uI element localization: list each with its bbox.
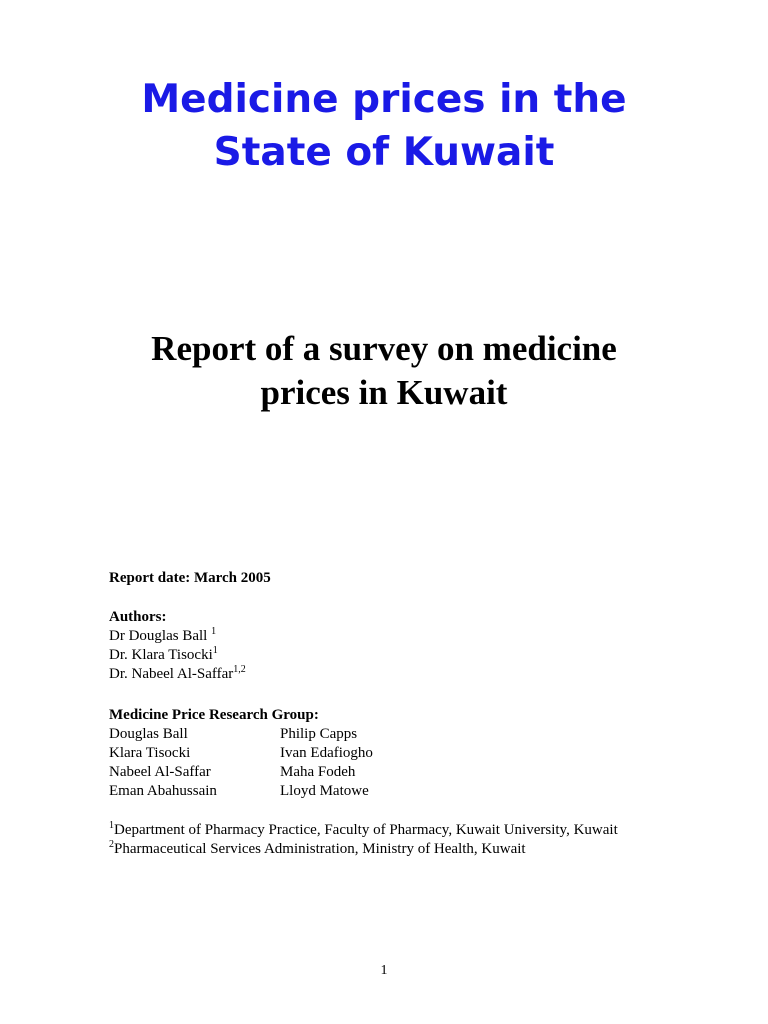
author-name: Dr Douglas Ball xyxy=(109,628,212,644)
affiliations-section xyxy=(109,821,618,859)
author-affiliation-marker: 1,2 xyxy=(233,664,246,675)
author-affiliation-marker: 1 xyxy=(211,626,217,637)
affiliation-text: Department of Pharmacy Practice, Faculty of Pharmacy, Kuwait University, Kuwait xyxy=(114,822,618,838)
document-subtitle-line-2: prices in Kuwait xyxy=(260,373,508,412)
research-group-row xyxy=(109,725,373,744)
research-group-member: Maha Fodeh xyxy=(280,764,356,780)
page-number: 1 xyxy=(380,963,388,978)
authors-section xyxy=(109,608,246,684)
author-entry xyxy=(109,627,246,646)
document-subtitle xyxy=(60,327,708,415)
document-title xyxy=(60,73,708,179)
affiliation-marker: 1 xyxy=(109,820,114,831)
research-group-row xyxy=(109,782,373,801)
research-group-section xyxy=(109,706,373,801)
research-group-member: Philip Capps xyxy=(280,726,358,742)
research-group-row xyxy=(109,763,373,782)
author-name: Dr. Nabeel Al-Saffar xyxy=(109,666,234,682)
research-group-row xyxy=(109,744,373,763)
research-group-member: Douglas Ball xyxy=(109,726,188,742)
affiliation-entry xyxy=(109,840,618,859)
research-group-member: Lloyd Matowe xyxy=(280,783,369,799)
research-group-member: Klara Tisocki xyxy=(109,745,191,761)
document-title-line-1: Medicine prices in the xyxy=(141,77,627,122)
research-group-member: Nabeel Al-Saffar xyxy=(109,764,211,780)
research-group-member: Eman Abahussain xyxy=(109,783,217,799)
author-entry xyxy=(109,646,246,665)
affiliation-entry xyxy=(109,821,618,840)
authors-heading: Authors: xyxy=(109,609,167,625)
author-entry xyxy=(109,665,246,684)
report-date: Report date: March 2005 xyxy=(109,570,271,586)
research-group-heading: Medicine Price Research Group: xyxy=(109,707,319,723)
document-title-line-2: State of Kuwait xyxy=(213,130,555,175)
author-affiliation-marker: 1 xyxy=(212,645,218,656)
research-group-member: Ivan Edafiogho xyxy=(280,745,373,761)
author-name: Dr. Klara Tisocki xyxy=(109,647,213,663)
affiliation-marker: 2 xyxy=(109,839,114,850)
document-subtitle-line-1: Report of a survey on medicine xyxy=(151,329,617,368)
affiliation-text: Pharmaceutical Services Administration, Ministry of Health, Kuwait xyxy=(114,841,526,857)
